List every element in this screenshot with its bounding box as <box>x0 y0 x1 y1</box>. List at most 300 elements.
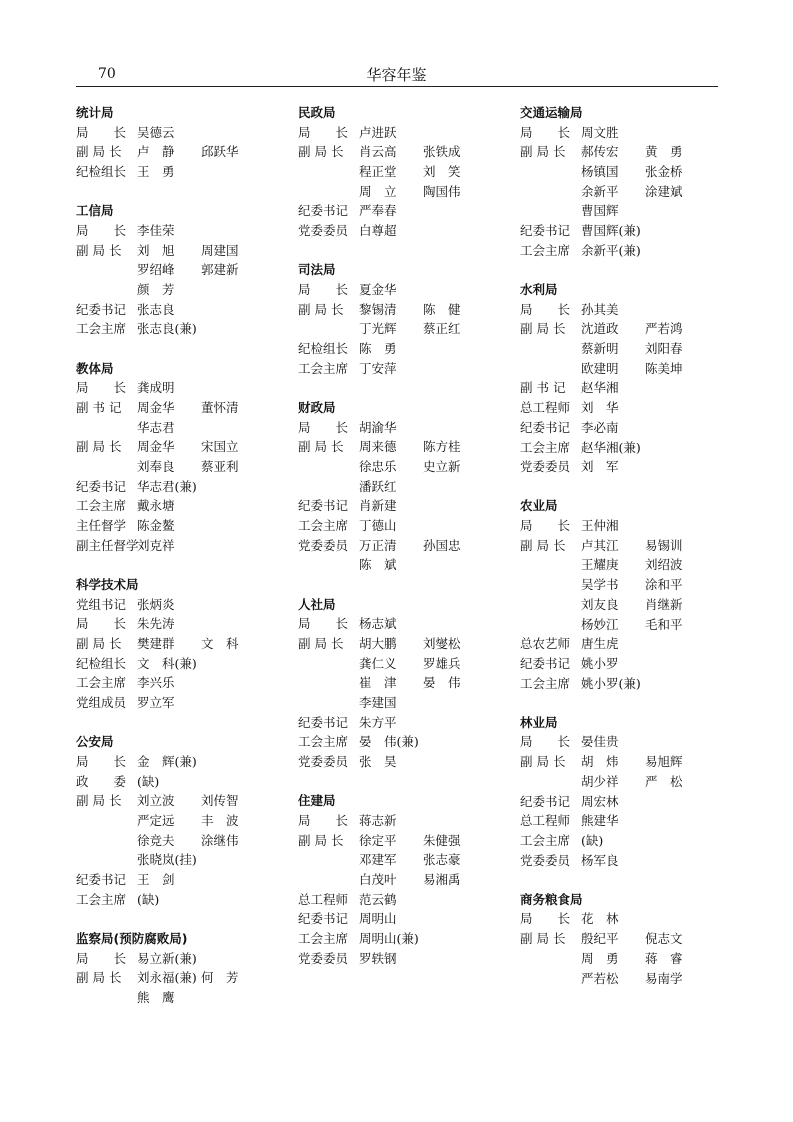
person-name: 周来德 <box>359 439 397 455</box>
staff-names <box>137 221 201 241</box>
person-name: 周文胜 <box>581 124 619 140</box>
person-name: 周 立 <box>359 183 397 199</box>
person-name: 刘阳春 <box>645 341 683 357</box>
department-title: 公安局 <box>76 734 114 750</box>
department-title: 商务粮食局 <box>520 891 583 907</box>
position-title: 主任督学 <box>76 518 127 534</box>
staff-names <box>137 457 265 477</box>
person-name: 蒋 睿 <box>645 950 683 966</box>
person-name: 蒋志新 <box>359 813 397 828</box>
position-title <box>520 949 581 969</box>
staff-names <box>359 142 487 162</box>
position-title <box>76 418 137 438</box>
position-title <box>298 162 359 182</box>
staff-row <box>76 693 286 713</box>
position-title: 纪委书记 <box>76 478 127 494</box>
staff-row <box>76 654 286 674</box>
staff-names <box>137 142 265 162</box>
person-name: 董怀清 <box>201 399 239 415</box>
staff-row <box>76 949 286 969</box>
person-name: 肖云高 <box>359 144 397 160</box>
staff-row <box>520 339 720 359</box>
staff-row <box>298 909 503 929</box>
person-name: 杨镇国 <box>581 164 619 180</box>
person-name: 刘友良 <box>581 596 619 612</box>
staff-row <box>76 418 286 438</box>
department-section <box>520 103 720 261</box>
person-name: 余新平(兼) <box>581 242 641 258</box>
staff-names <box>137 614 201 634</box>
staff-names <box>137 654 201 674</box>
position-title: 局 长 <box>298 616 349 632</box>
staff-names <box>581 634 645 654</box>
staff-names <box>137 791 265 811</box>
person-name: 范云鹤 <box>359 891 397 907</box>
person-name: 朱方平 <box>359 714 397 730</box>
staff-row <box>298 280 503 300</box>
staff-names <box>581 123 645 143</box>
position-title: 纪委书记 <box>520 655 571 671</box>
person-name: 肖新建 <box>359 498 397 514</box>
person-name: 陈 勇 <box>359 341 397 357</box>
staff-names <box>581 752 709 772</box>
staff-row <box>520 516 720 536</box>
department-section <box>298 595 503 772</box>
person-name: 涂继伟 <box>201 832 239 848</box>
position-title: 工会主席 <box>76 498 127 514</box>
person-name: 胡少祥 <box>581 773 619 789</box>
position-title: 总工程师 <box>520 400 571 416</box>
staff-row <box>520 752 720 772</box>
staff-row <box>298 555 503 575</box>
staff-names <box>359 949 423 969</box>
staff-row <box>520 359 720 379</box>
position-title <box>76 988 137 1008</box>
staff-row <box>298 811 503 831</box>
staff-row <box>298 339 503 359</box>
person-name: 倪志文 <box>645 931 683 947</box>
position-title: 纪检组长 <box>298 341 349 357</box>
staff-row <box>298 201 503 221</box>
position-title <box>520 772 581 792</box>
position-title: 纪委书记 <box>298 714 349 730</box>
staff-names <box>581 555 709 575</box>
staff-names <box>359 654 487 674</box>
staff-row <box>520 732 720 752</box>
staff-row <box>298 713 503 733</box>
person-name: 杨志斌 <box>359 616 397 632</box>
department-title: 农业局 <box>520 498 558 514</box>
position-title <box>298 693 359 713</box>
staff-names <box>581 654 645 674</box>
staff-names <box>581 378 645 398</box>
staff-row <box>76 123 286 143</box>
staff-row <box>76 673 286 693</box>
staff-names <box>359 162 487 182</box>
position-title: 局 长 <box>76 616 127 632</box>
person-name: 刘 华 <box>581 400 619 416</box>
staff-row <box>520 241 720 261</box>
department-section <box>298 398 503 575</box>
staff-names <box>137 378 201 398</box>
staff-row <box>76 791 286 811</box>
staff-row <box>298 929 503 949</box>
staff-names <box>581 536 709 556</box>
person-name: 赵华湘 <box>581 380 619 396</box>
person-name: 周金华 <box>137 439 175 455</box>
person-name: 夏金华 <box>359 282 397 297</box>
position-title <box>298 182 359 202</box>
person-name: 王 剑 <box>137 872 175 888</box>
person-name: 黄 勇 <box>645 144 683 160</box>
staff-names <box>359 811 423 831</box>
person-name: 张志豪 <box>423 852 461 868</box>
person-name: 邓建军 <box>359 852 397 868</box>
staff-row <box>298 496 503 516</box>
position-title <box>298 870 359 890</box>
person-name: 周明山(兼) <box>359 931 419 947</box>
person-name: 郭建新 <box>201 262 239 278</box>
staff-row <box>520 221 720 241</box>
staff-row <box>520 201 720 221</box>
person-name: 龚成明 <box>137 380 175 396</box>
staff-row <box>298 319 503 339</box>
person-name: 邱跃华 <box>201 144 239 160</box>
staff-row <box>76 890 286 910</box>
person-name: 李建国 <box>359 695 397 711</box>
position-title: 副 局 长 <box>76 793 122 809</box>
staff-names <box>581 142 709 162</box>
staff-names <box>359 555 423 575</box>
position-title <box>520 339 581 359</box>
person-name: 徐定平 <box>359 832 397 848</box>
person-name: 熊 鹰 <box>137 990 175 1005</box>
staff-row <box>76 496 286 516</box>
position-title: 副 局 长 <box>520 321 566 337</box>
position-title: 局 长 <box>520 734 571 750</box>
person-name: 朱先涛 <box>137 616 175 632</box>
person-name: 周宏林 <box>581 793 619 809</box>
staff-names <box>359 457 487 477</box>
column-1 <box>76 103 286 1027</box>
department-title: 财政局 <box>298 399 336 415</box>
person-name: 罗立军 <box>137 695 175 711</box>
position-title: 局 长 <box>298 124 349 140</box>
person-name: 文 科(兼) <box>137 655 197 671</box>
staff-names <box>137 752 201 772</box>
department-title: 人社局 <box>298 596 336 612</box>
staff-row <box>76 260 286 280</box>
person-name: 陈 斌 <box>359 557 397 573</box>
person-name: 胡 炜 <box>581 754 619 770</box>
position-title: 党委委员 <box>298 754 349 770</box>
staff-names <box>137 418 201 438</box>
person-name: 罗绍峰 <box>137 262 175 278</box>
position-title: 局 长 <box>520 518 571 534</box>
person-name: 樊建群 <box>137 636 175 651</box>
person-name: 严若鸿 <box>645 321 683 337</box>
person-name: 徐竞夫 <box>137 832 175 848</box>
person-name: 晏 伟(兼) <box>359 734 419 750</box>
staff-names <box>359 831 487 851</box>
staff-row <box>520 300 720 320</box>
staff-names <box>581 909 645 929</box>
staff-row <box>298 182 503 202</box>
staff-row <box>520 398 720 418</box>
staff-names <box>359 339 423 359</box>
position-title: 副 书 记 <box>76 399 122 415</box>
person-name: 周建国 <box>201 242 239 258</box>
person-name: 唐生虎 <box>581 636 619 652</box>
staff-names <box>137 595 201 615</box>
person-name: 宋国立 <box>201 439 239 455</box>
staff-names <box>137 260 265 280</box>
person-name: 卢其江 <box>581 537 619 553</box>
staff-row <box>76 850 286 870</box>
position-title: 党委委员 <box>520 459 571 475</box>
person-name: 周明山 <box>359 911 397 927</box>
staff-names <box>359 732 423 752</box>
staff-names <box>359 437 487 457</box>
person-name: 王耀庚 <box>581 557 619 573</box>
position-title: 纪检组长 <box>76 164 127 180</box>
position-title: 副 局 长 <box>298 144 344 160</box>
staff-row <box>298 477 503 497</box>
staff-names <box>137 968 265 988</box>
staff-row <box>298 516 503 536</box>
position-title: 纪委书记 <box>76 872 127 888</box>
person-name: 崔 津 <box>359 675 397 691</box>
page-title: 华容年鉴 <box>366 66 427 84</box>
person-name: 刘永福(兼) <box>137 970 197 986</box>
position-title: 副 局 长 <box>298 439 344 455</box>
staff-row <box>520 634 720 654</box>
staff-row <box>298 614 503 634</box>
person-name: 白茂叶 <box>359 872 397 888</box>
staff-row <box>520 949 720 969</box>
person-name: 姚小罗(兼) <box>581 675 641 691</box>
staff-names <box>581 811 645 831</box>
person-name: 张 昊 <box>359 754 397 770</box>
staff-row <box>76 831 286 851</box>
staff-row <box>298 654 503 674</box>
person-name: 戴永塘 <box>137 498 175 514</box>
staff-names <box>581 595 709 615</box>
person-name: 易南学 <box>645 970 683 986</box>
staff-names <box>359 418 423 438</box>
staff-row <box>520 378 720 398</box>
staff-names <box>359 477 423 497</box>
position-title <box>520 359 581 379</box>
person-name: 丁光辉 <box>359 321 397 337</box>
staff-names <box>581 575 709 595</box>
position-title: 党组书记 <box>76 596 127 612</box>
staff-row <box>520 772 720 792</box>
position-title: 局 长 <box>76 380 127 396</box>
staff-names <box>581 241 645 261</box>
staff-names <box>359 693 423 713</box>
person-name: 陈方桂 <box>423 439 461 455</box>
position-title: 纪检组长 <box>76 655 127 671</box>
staff-names <box>581 359 709 379</box>
person-name: 沈道政 <box>581 321 619 337</box>
staff-names <box>581 949 709 969</box>
position-title <box>520 615 581 635</box>
staff-names <box>137 496 201 516</box>
staff-names <box>581 851 645 871</box>
position-title: 纪委书记 <box>298 911 349 927</box>
position-title: 副 局 长 <box>76 636 122 651</box>
position-title: 纪委书记 <box>76 301 127 317</box>
position-title <box>76 811 137 831</box>
person-name: 胡大鹏 <box>359 636 397 651</box>
staff-row <box>76 870 286 890</box>
staff-row <box>520 319 720 339</box>
department-section <box>520 280 720 477</box>
page-number: 70 <box>98 66 116 82</box>
person-name: 严 松 <box>645 773 683 789</box>
person-name: 涂建斌 <box>645 183 683 199</box>
staff-row <box>520 909 720 929</box>
staff-names <box>581 831 645 851</box>
staff-names <box>137 890 201 910</box>
department-title: 住建局 <box>298 793 336 809</box>
staff-names <box>359 182 487 202</box>
staff-names <box>137 693 201 713</box>
department-section <box>76 103 286 182</box>
person-name: (缺) <box>137 891 160 907</box>
staff-row <box>520 654 720 674</box>
staff-names <box>581 732 645 752</box>
staff-names <box>581 516 645 536</box>
department-section <box>76 929 286 1008</box>
staff-names <box>581 339 709 359</box>
position-title <box>298 673 359 693</box>
staff-names <box>359 890 423 910</box>
staff-names <box>359 870 487 890</box>
person-name: 刘立波 <box>137 793 175 809</box>
person-name: 丁安萍 <box>359 360 397 376</box>
staff-names <box>581 929 709 949</box>
staff-names <box>137 398 265 418</box>
position-title <box>520 969 581 989</box>
person-name: 丁德山 <box>359 518 397 534</box>
department-title: 林业局 <box>520 714 558 730</box>
position-title: 党委委员 <box>298 537 349 553</box>
staff-names <box>137 280 201 300</box>
department-section <box>76 575 286 713</box>
position-title <box>520 201 581 221</box>
staff-names <box>359 496 423 516</box>
position-title <box>520 182 581 202</box>
person-name: 刘克祥 <box>137 537 175 553</box>
staff-names <box>359 634 487 654</box>
position-title: 副 局 长 <box>520 931 566 947</box>
person-name: 刘 军 <box>581 459 619 475</box>
position-title <box>298 319 359 339</box>
department-section <box>298 260 503 378</box>
staff-row <box>520 831 720 851</box>
staff-names <box>137 850 201 870</box>
person-name: 易立新(兼) <box>137 950 197 966</box>
person-name: 张志良(兼) <box>137 321 197 337</box>
staff-names <box>359 359 423 379</box>
staff-row <box>520 457 720 477</box>
position-title <box>520 555 581 575</box>
person-name: 周金华 <box>137 399 175 415</box>
position-title: 政 委 <box>76 773 127 789</box>
staff-names <box>137 162 201 182</box>
staff-row <box>76 968 286 988</box>
person-name: 王仲湘 <box>581 518 619 534</box>
person-name: 刘传智 <box>201 793 239 809</box>
position-title: 纪委书记 <box>520 223 571 239</box>
staff-row <box>520 929 720 949</box>
staff-row <box>520 674 720 694</box>
staff-names <box>581 319 709 339</box>
position-title: 纪委书记 <box>298 203 349 219</box>
position-title: 总工程师 <box>520 813 571 829</box>
person-name: 刘 笑 <box>423 164 461 180</box>
position-title: 工会主席 <box>520 832 571 848</box>
department-title: 司法局 <box>298 262 336 278</box>
department-title: 科学技术局 <box>76 576 139 592</box>
position-title: 副 局 长 <box>76 970 122 986</box>
staff-row <box>76 477 286 497</box>
staff-row <box>520 811 720 831</box>
position-title: 工会主席 <box>520 675 571 691</box>
staff-row <box>76 811 286 831</box>
position-title: 局 长 <box>520 911 571 927</box>
position-title: 局 长 <box>298 813 349 828</box>
staff-row <box>520 615 720 635</box>
position-title: 副主任督学 <box>76 537 139 553</box>
position-title: 工会主席 <box>520 439 571 455</box>
staff-names <box>359 929 423 949</box>
person-name: 刘绍波 <box>645 557 683 573</box>
staff-row <box>298 437 503 457</box>
staff-names <box>359 221 423 241</box>
person-name: 罗轶钢 <box>359 950 397 966</box>
staff-names <box>137 319 201 339</box>
staff-row <box>520 969 720 989</box>
person-name: (缺) <box>581 832 604 848</box>
person-name: 文 科 <box>201 636 239 651</box>
staff-row <box>298 890 503 910</box>
staff-names <box>137 437 265 457</box>
person-name: 李兴乐 <box>137 675 175 691</box>
person-name: 刘奉良 <box>137 459 175 474</box>
person-name: 孙国忠 <box>423 537 461 553</box>
staff-row <box>76 516 286 536</box>
position-title: 局 长 <box>520 301 571 317</box>
person-name: 王 勇 <box>137 164 175 180</box>
staff-names <box>581 418 645 438</box>
position-title: 工会主席 <box>298 518 349 534</box>
staff-row <box>76 378 286 398</box>
position-title <box>298 850 359 870</box>
position-title <box>520 575 581 595</box>
person-name: 颜 芳 <box>137 282 175 297</box>
person-name: 张金桥 <box>645 164 683 180</box>
department-title: 监察局(预防腐败局) <box>76 930 188 946</box>
staff-row <box>76 634 286 654</box>
staff-row <box>76 595 286 615</box>
staff-row <box>76 241 286 261</box>
position-title <box>298 477 359 497</box>
staff-names <box>137 123 201 143</box>
position-title: 副 局 长 <box>520 754 566 770</box>
